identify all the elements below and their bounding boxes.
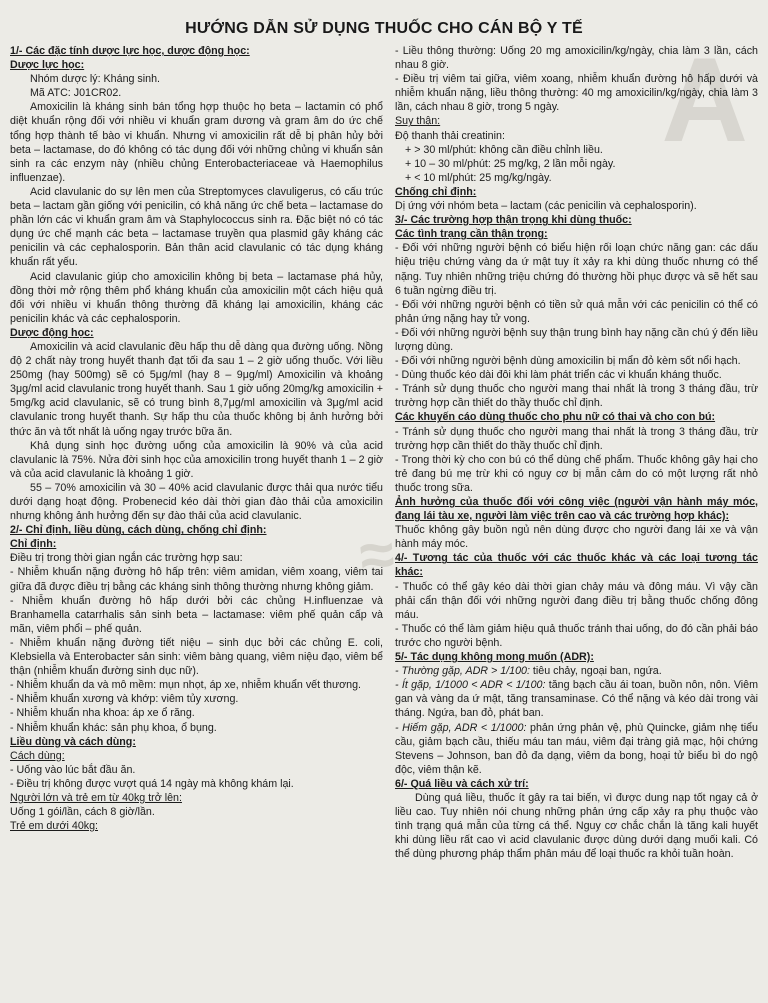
caution-item: - Đối với những người bệnh dùng amoxicilin bị mẩn đỏ kèm sốt nổi hạch. <box>395 355 741 368</box>
atc-code: Mã ATC: J01CR02. <box>30 87 122 100</box>
drug-group: Nhóm dược lý: Kháng sinh. <box>30 73 161 86</box>
renal-item: + > 30 ml/phút: không cần điều chỉnh liều. <box>405 143 603 156</box>
adr-uncommon <box>395 678 758 720</box>
background-print-watermark: ≈ <box>356 519 398 592</box>
contraindications-text: Dị ứng với nhóm beta – lactam (các penicilin và cephalosporin). <box>395 200 697 213</box>
interaction-item: - Thuốc có thể làm giảm hiệu quả thuốc tránh thai uống, do đó cần phải báo trước cho người bệnh. <box>395 622 758 649</box>
renal-heading: Suy thận: <box>395 115 441 128</box>
adr-rare <box>395 721 758 777</box>
adult-dose: Uống 1 gói/lần, cách 8 giờ/lần. <box>10 806 155 819</box>
indication-item: - Nhiễm khuẩn nặng đường tiết niệu – sinh dục bởi các chủng E. coli, Klebsiella và Enterobacter sản sinh: viêm bàng quang, viêm niệu đạo, viêm bể thận (nhiễm khuẩn đường sinh dục nữ). <box>10 636 383 678</box>
usage-heading: Cách dùng: <box>10 749 65 762</box>
pregnancy-item: - Trong thời kỳ cho con bú có thể dùng chế phẩm. Thuốc không gây hại cho trẻ đang bú mẹ trừ khi có nguy cơ bị mẫn cảm do có một lượng rất nhỏ thuốc trong sữa. <box>395 453 758 494</box>
indication-item: - Nhiễm khuẩn đường hô hấp dưới bởi các chủng H.influenzae và Branhamella catarrhalis sản sinh beta – lactamase: viêm phế quản cấp và mãn, viêm phổi – phế quản. <box>10 594 383 635</box>
adr-common-label: - Thường gặp, ADR > 1/100: <box>395 665 530 678</box>
section-2-heading: 2/- Chỉ định, liều dùng, cách dùng, chống chỉ định: <box>10 524 267 537</box>
adr-common <box>395 664 758 678</box>
background-print-watermark: A <box>661 33 748 167</box>
dosage-heading: Liều dùng và cách dùng: <box>10 735 136 748</box>
indication-item: - Nhiễm khuẩn xương và khớp: viêm tủy xương. <box>10 693 239 706</box>
pharmacokinetics-paragraph-2: Khả dụng sinh học đường uống của amoxicilin là 90% và của acid clavulanic là 75%. Nửa đời sinh học của amoxicilin trong huyết thanh 1 – 2 giờ và của acid clavulanic là khoảng 1 giờ. <box>10 439 383 480</box>
caution-item: - Dùng thuốc kéo dài đôi khi làm phát triển các vi khuẩn kháng thuốc. <box>395 369 722 382</box>
caution-item: - Đối với những người bệnh suy thận trung bình hay nặng cần chú ý đến liều lượng dùng. <box>395 326 758 353</box>
child-dose-heading: Trẻ em dưới 40kg: <box>10 820 99 833</box>
renal-item: + 10 – 30 ml/phút: 25 mg/kg, 2 lần mỗi ngày. <box>405 157 616 170</box>
adr-rare-label: - Hiếm gặp, ADR < 1/1000: <box>395 721 527 734</box>
usage-item: - Uống vào lúc bắt đầu ăn. <box>10 763 136 776</box>
indication-item: - Nhiễm khuẩn khác: sản phụ khoa, ổ bụng. <box>10 721 217 734</box>
adr-uncommon-label: - Ít gặp, 1/1000 < ADR < 1/100: <box>395 679 546 692</box>
combination-paragraph: Acid clavulanic giúp cho amoxicilin không bị beta – lactamase phá hủy, đồng thời mở rộng thêm phổ kháng khuẩn của amoxicilin một cách hiệu quả đối với nhiều vi khuẩn thông thường đã kháng lại amoxicilin, kháng các penicilin khác và các cephalosporin. <box>10 270 383 325</box>
clavulanic-paragraph: Acid clavulanic do sự lên men của Streptomyces clavuligerus, có cấu trúc beta – lactam gần giống với penicilin, có khả năng ức chế beta – lactamase do phần lớn các vi khuẩn gram âm và Staphylococcus sinh ra. Đặc biệt nó có tác dụng ức chế mạnh các beta – lactamase truyền qua plasmid gây kháng các penicilin và các cephalosporin. Bản thân acid clavulanic có tác dụng kháng khuẩn rất yếu. <box>10 185 383 269</box>
section-1-heading: 1/- Các đặc tính dược lực học, dược động học: <box>10 45 250 57</box>
adult-dose-heading: Người lớn và trẻ em từ 40kg trở lên: <box>10 791 182 804</box>
indication-item: - Nhiễm khuẩn nặng đường hô hấp trên: viêm amidan, viêm xoang, viêm tai giữa đã được điều trị bằng các kháng sinh thông thường nhưng không giảm. <box>10 566 383 593</box>
section-3-heading: 3/- Các trường hợp thận trọng khi dùng thuốc: <box>395 214 632 227</box>
renal-item: + < 10 ml/phút: 25 mg/kg/ngày. <box>405 171 552 184</box>
indications-intro: Điều trị trong thời gian ngắn các trường hợp sau: <box>10 552 243 565</box>
section-4-heading: 4/- Tương tác của thuốc với các thuốc khác và các loại tương tác khác: <box>395 552 758 579</box>
indication-item: - Nhiễm khuẩn da và mô mềm: mụn nhọt, áp xe, nhiễm khuẩn vết thương. <box>10 679 361 692</box>
adr-common-text: tiêu chảy, ngoại ban, ngứa. <box>529 665 662 678</box>
overdose-text: Dùng quá liều, thuốc ít gây ra tai biến, vì được dung nạp tốt ngay cả ở liều cao. Tuy nhiên nói chung những phản ứng cấp xảy ra phụ thuộc vào tình trạng quá mẫn của từng cá thể. Nguy cơ chắc chắn là tăng kali huyết khi dùng liều rất cao vì acid clavulanic được dùng dưới dạng muối kali. Có thể dùng phương pháp thẩm phân máu để loại thuốc ra khỏi tuần hoàn. <box>395 791 758 861</box>
section-6-heading: 6/- Quá liều và cách xử trí: <box>395 777 529 790</box>
amoxicillin-paragraph: Amoxicilin là kháng sinh bán tổng hợp thuộc họ beta – lactamin có phổ diệt khuẩn rộng đối với nhiều vi khuẩn gram dương và gram âm do ức chế tổng hợp thành tế bào vi khuẩn. Nhưng vi amoxicilin rất dễ bị phân hủy bởi beta – lactamase, do đó không có tác dụng đối với những chủng vi khuẩn sản sinh ra các enzym này (nhiều chủng Enterobacteriaceae và Haemophilus influenzae). <box>10 101 383 184</box>
section-5-heading: 5/- Tác dụng không mong muốn (ADR): <box>395 651 594 664</box>
caution-item: - Tránh sử dụng thuốc cho người mang thai nhất là trong 3 tháng đầu, trừ trường hợp cần thiết do thầy thuốc chỉ định. <box>395 383 758 410</box>
caution-heading: Các tình trạng cần thận trọng: <box>395 228 548 241</box>
interaction-item: - Thuốc có thể gây kéo dài thời gian chảy máu và đông máu. Vì vậy cần phải cẩn thận đối với những người đang điều trị bằng thuốc chống đông máu. <box>395 580 758 621</box>
adr-rare-text: phản ứng phản vệ, phù Quincke, giảm nhẹ tiểu cầu, giảm bạch cầu, thiếu máu tan máu, viêm đại tràng giả mạc, hội chứng Stevens – Johnson, ban đỏ đa dạng, viêm da bong, hoại tử biểu bì do ngộ độc, viêm thận kẽ. <box>395 721 758 776</box>
document-title: HƯỚNG DẪN SỬ DỤNG THUỐC CHO CÁN BỘ Y TẾ <box>185 20 583 37</box>
child-dose-item: - Điều trị viêm tai giữa, viêm xoang, nhiễm khuẩn đường hô hấp dưới và nhiễm khuẩn nặng, liều thông thường: 40 mg amoxicilin/kg/ngày, chia làm 3 lần, cách nhau 8 giờ, trong 5 ngày. <box>395 73 758 114</box>
pharmacokinetics-heading: Dược động học: <box>10 326 94 339</box>
pregnancy-item: - Tránh sử dụng thuốc cho người mang thai nhất là trong 3 tháng đầu, trừ trường hợp cần thiết do thầy thuốc chỉ định. <box>395 425 758 452</box>
pharmacokinetics-paragraph-1: Amoxicilin và acid clavulanic đều hấp thu dễ dàng qua đường uống. Nồng độ 2 chất này trong huyết thanh đạt tối đa sau 1 – 2 giờ uống thuốc. Với liều 250mg (hay 500mg) sẽ có 5μg/ml (hay 8 – 9μg/ml) Amoxicilin và khoảng 3μg/ml acid clavulanic trong huyết thanh. Sau 1 giờ uống 20mg/kg amoxicilin + 5mg/kg acid clavulanic, sẽ có trung bình 8,7μg/ml amoxicilin và 3μg/ml acid clavulanic trong huyết thanh. Sự hấp thu của thuốc không bị ảnh hưởng bởi thức ăn và tốt nhất là uống ngay trước bữa ăn. <box>10 340 383 438</box>
right-column <box>395 44 758 999</box>
pharmacokinetics-paragraph-3: 55 – 70% amoxicilin và 30 – 40% acid clavulanic được thải qua nước tiểu dưới dạng hoạt động. Probenecid kéo dài thời gian đào thải của amoxicilin nhưng không ảnh hưởng đến sự đào thải của acid clavulanic. <box>10 481 383 523</box>
caution-item: - Đối với những người bệnh có biểu hiện rối loạn chức năng gan: các dấu hiệu triệu chứng vàng da ứ mật tuy ít xảy ra khi dùng thuốc nhưng có thể nặng. Tuy nhiên những triệu chứng đó thường hồi phục được và sẽ hết sau 6 tuần ngừng điều trị. <box>395 242 758 297</box>
caution-item: - Đối với những người bệnh có tiền sử quá mẫn với các penicilin có thể có phản ứng nặng hay tử vong. <box>395 298 758 325</box>
usage-item: - Điều trị không được vượt quá 14 ngày mà không khám lại. <box>10 777 294 790</box>
adr-uncommon-text: tăng bạch cầu ái toan, buồn nôn, nôn. Viêm gan và vàng da ứ mật, tăng transaminase. Có thể nặng và kéo dài trong vài tháng. Ngứa, ban đỏ, phát ban. <box>395 679 758 720</box>
renal-intro: Độ thanh thải creatinin: <box>395 129 505 142</box>
driving-text: Thuốc không gây buồn ngủ nên dùng được cho người đang lái xe và vận hành máy móc. <box>395 524 758 551</box>
driving-heading: Ảnh hưởng của thuốc đối với công việc (người vận hành máy móc, đang lái tàu xe, người làm việc trên cao và các trường hợp khác): <box>395 496 758 523</box>
child-dose-item: - Liều thông thường: Uống 20 mg amoxicilin/kg/ngày, chia làm 3 lần, cách nhau 8 giờ. <box>395 45 758 72</box>
indications-heading: Chỉ định: <box>10 538 57 551</box>
indication-item: - Nhiễm khuẩn nha khoa: áp xe ổ răng. <box>10 707 195 720</box>
left-column <box>10 44 383 999</box>
pregnancy-heading: Các khuyến cáo dùng thuốc cho phụ nữ có thai và cho con bú: <box>395 411 716 424</box>
pharmacodynamics-heading: Dược lực học: <box>10 59 85 72</box>
contraindications-heading: Chống chỉ định: <box>395 185 477 198</box>
